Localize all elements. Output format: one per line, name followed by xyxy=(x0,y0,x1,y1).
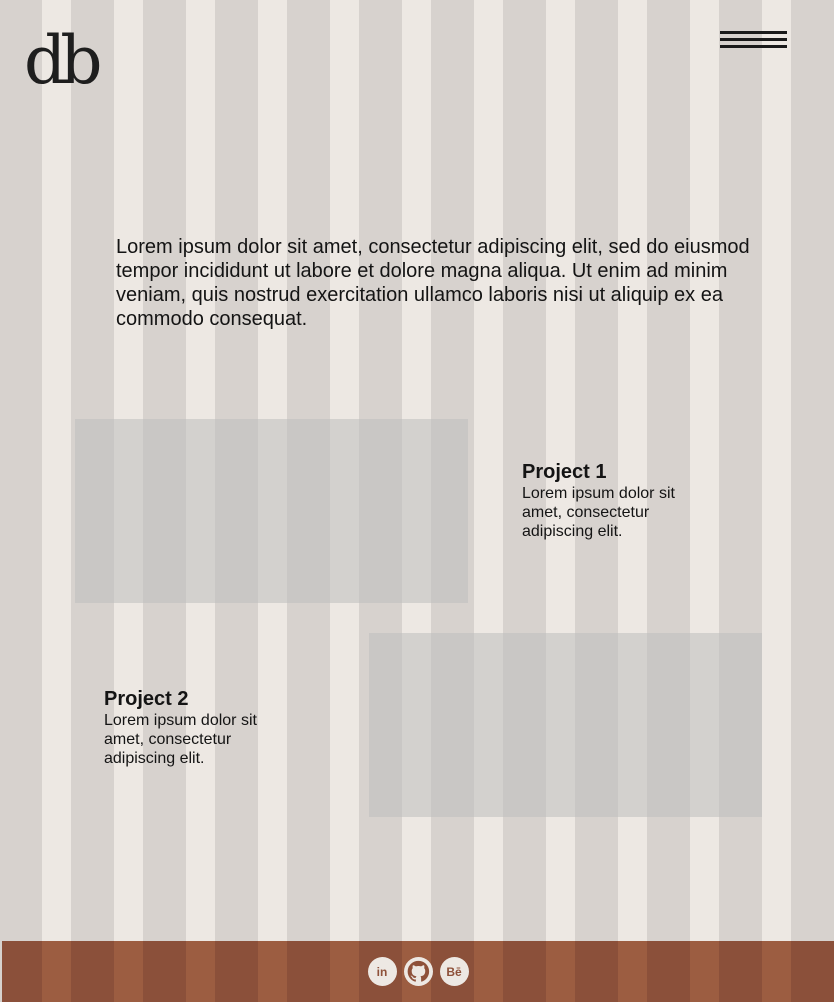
background-stripe xyxy=(42,0,71,1002)
social-links xyxy=(2,941,834,1002)
background-stripe xyxy=(474,0,503,1002)
intro-text: Lorem ipsum dolor sit amet, consectetur adipiscing elit, sed do eiusmod tempor incididunt ut labore et dolore magna aliqua. Ut enim ad minim veniam, quis nostrud exercitation ullamco laboris nisi ut aliquip ex ea commodo consequat. xyxy=(116,236,750,330)
project-2-card[interactable] xyxy=(104,687,294,768)
project-1-card[interactable] xyxy=(522,460,712,541)
project-2-title: Project 2 xyxy=(104,688,189,710)
project-1-description: Lorem ipsum dolor sit amet, consectetur adipiscing elit. xyxy=(522,485,675,540)
project-1-image[interactable] xyxy=(75,419,468,603)
footer xyxy=(2,941,834,1002)
project-2-image[interactable] xyxy=(369,633,762,817)
behance-icon[interactable]: Bē xyxy=(440,957,469,986)
github-icon[interactable] xyxy=(404,957,433,986)
project-2-description: Lorem ipsum dolor sit amet, consectetur adipiscing elit. xyxy=(104,712,257,767)
linkedin-icon[interactable]: in xyxy=(368,957,397,986)
background-stripe xyxy=(762,0,791,1002)
project-1-title: Project 1 xyxy=(522,461,607,483)
hamburger-menu-icon[interactable] xyxy=(720,31,787,53)
logo[interactable]: db xyxy=(24,22,97,99)
